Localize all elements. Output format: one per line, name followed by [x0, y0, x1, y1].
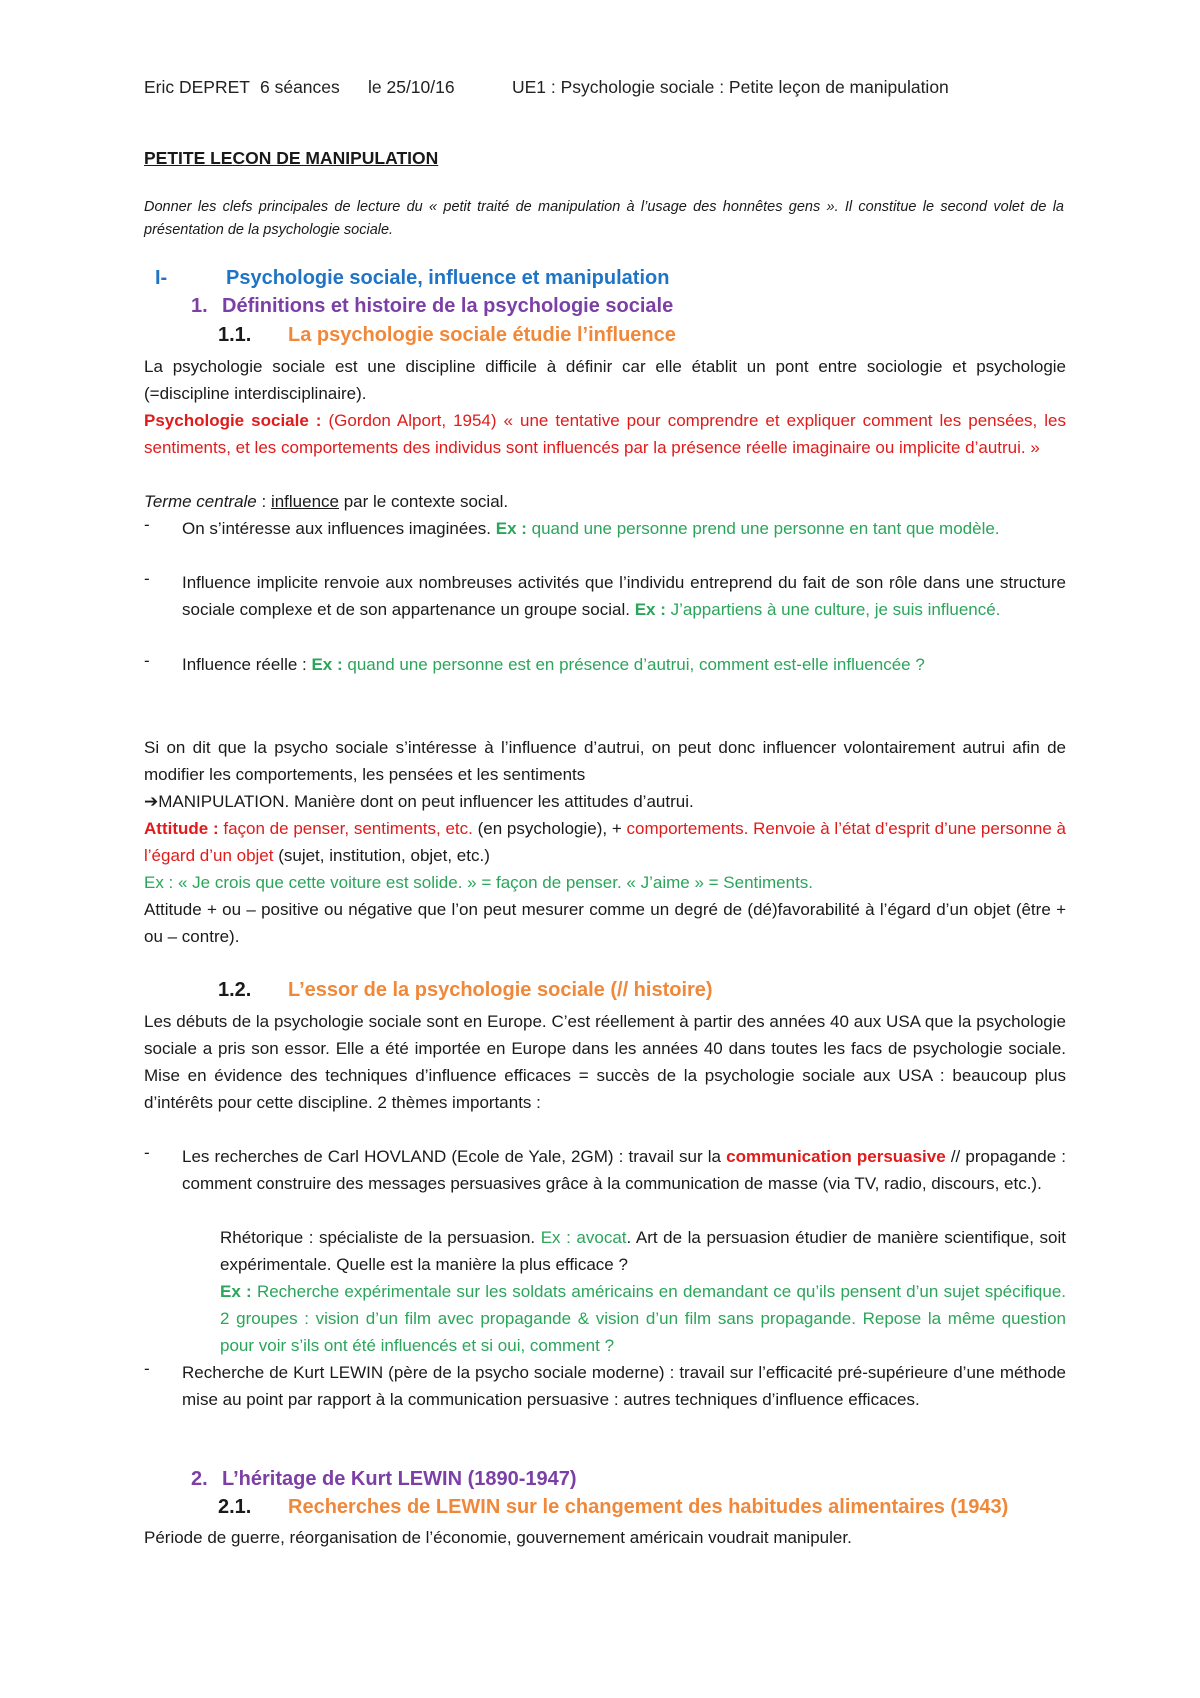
header-course: UE1 : Psychologie sociale : Petite leçon de manipulation: [512, 77, 949, 97]
bullet-dash: -: [144, 1359, 150, 1378]
subsubsection-title: La psychologie sociale étudie l’influence: [288, 324, 676, 346]
example-text: quand une personne est en présence d’autrui, comment est-elle influencée ?: [342, 655, 925, 674]
subsection-heading-1: [191, 293, 1113, 320]
paragraph-essor: Les débuts de la psychologie sociale sont en Europe. C’est réellement à partir des années 40 aux USA que la psychologie sociale a pris son essor. Elle a été importée en Europe dans les années 40 dans toutes les facs de psychologie sociale. Mise en évidence des techniques d’influence efficaces = succès de la psychologie sociale aux USA : beaucoup plus d’intérêts pour cette discipline. 2 thèmes importants :: [144, 1012, 1066, 1112]
list-item-hovland: [182, 1143, 1066, 1197]
attitude-label: Attitude :: [144, 819, 219, 838]
section-title: Psychologie sociale, influence et manipulation: [226, 267, 670, 289]
attitude-end: (sujet, institution, objet, etc.): [273, 846, 490, 865]
definition-text: (Gordon Alport, 1954) « une tentative pour comprendre et expliquer comment les pensées, les sentiments, et les comportements des individus sont influencés par la présence réelle imaginaire ou implicite d’autrui. »: [144, 411, 1067, 457]
rhetorique-paragraph: [220, 1224, 1066, 1278]
rhetorique-example: Ex : avocat: [540, 1228, 627, 1247]
attitude-red-1: façon de penser, sentiments, etc.: [218, 819, 473, 838]
subsection-heading-2: [191, 1466, 1113, 1493]
attitude-mid: (en psychologie), +: [472, 819, 627, 838]
subsubsection-number: 1.2.: [218, 979, 252, 1001]
list-item-lewin: Recherche de Kurt LEWIN (père de la psycho sociale moderne) : travail sur l’efficacité pré-supérieure d’une méthode mise au point par rapport à la communication persuasive : autres techniques d’influence efficaces.: [182, 1363, 1066, 1409]
bullet-dash: -: [144, 569, 150, 588]
bullet-dash: -: [144, 651, 150, 670]
subsubsection-title: Recherches de LEWIN sur le changement des habitudes alimentaires (1943): [288, 1496, 1009, 1518]
hovland-rest: // propagande : comment construire des messages persuasives grâce à la communication de masse (via TV, radio, discours, etc.).: [182, 1147, 1067, 1193]
attitude-red-2: comportements. Renvoie à l’état d’esprit d’une personne à l’égard d’un objet: [144, 819, 1067, 865]
subsection-title: L’héritage de Kurt LEWIN (1890-1947): [222, 1468, 577, 1490]
example-text: J’appartiens à une culture, je suis influencé.: [665, 600, 1001, 619]
example-label: Ex :: [311, 655, 343, 674]
terme-rest: par le contexte social.: [339, 492, 509, 511]
example-label: Ex :: [634, 600, 666, 619]
item-text: On s’intéresse aux influences imaginées.: [182, 519, 496, 538]
terme-centrale: [144, 488, 1066, 515]
document-title: PETITE LECON DE MANIPULATION: [144, 148, 439, 168]
manipulation-text: MANIPULATION. Manière dont on peut influencer les attitudes d’autrui.: [158, 792, 694, 811]
intro-paragraph: Donner les clefs principales de lecture du « petit traité de manipulation à l’usage des honnêtes gens ». Il constitue le second volet de la présentation de la psychologie sociale.: [144, 199, 1064, 238]
subsubsection-heading-1-1: [218, 322, 1140, 349]
paragraph-influence: Si on dit que la psycho sociale s’intéresse à l’influence d’autrui, on peut donc influencer volontairement autrui afin de modifier les comportements, les pensées et les sentiments: [144, 738, 1066, 784]
header-date: le 25/10/16: [368, 77, 455, 97]
rhetorique-rest: . Art de la persuasion étudier de manière scientifique, soit expérimentale. Quelle est la manière la plus efficace ?: [220, 1228, 1066, 1274]
hovland-text: Les recherches de Carl HOVLAND (Ecole de Yale, 2GM) : travail sur la: [182, 1147, 727, 1166]
paragraph-attitude: Attitude + ou – positive ou négative que l’on peut mesurer comme un degré de (dé)favorabilité à l’égard d’un objet (être + ou – contre).: [144, 900, 1066, 946]
subsubsection-heading-1-2: [218, 977, 1140, 1004]
subsection-title: Définitions et histoire de la psychologie sociale: [222, 295, 674, 317]
hovland-example: [220, 1278, 1066, 1359]
subsubsection-number: 1.1.: [218, 324, 252, 346]
list-item: [182, 569, 1066, 623]
item-text: Influence réelle :: [182, 655, 312, 674]
example-label: Ex :: [495, 519, 527, 538]
definition-label: Psychologie sociale :: [144, 411, 322, 430]
list-item: [182, 515, 1066, 542]
header-author: Eric DEPRET: [144, 77, 250, 97]
terme-word: influence: [270, 492, 339, 511]
definition-paragraph: [144, 407, 1066, 461]
bullet-dash: -: [144, 515, 150, 534]
terme-label: Terme centrale: [144, 492, 257, 511]
attitude-example: Ex : « Je crois que cette voiture est solide. » = façon de penser. « J’aime » = Sentiments.: [144, 873, 814, 892]
header-sessions: 6 séances: [260, 77, 340, 97]
subsubsection-title: L’essor de la psychologie sociale (// histoire): [288, 979, 713, 1001]
subsection-number: 1.: [191, 295, 208, 317]
terme-sep: :: [256, 492, 271, 511]
subsection-number: 2.: [191, 1468, 208, 1490]
subsubsection-number: 2.1.: [218, 1496, 252, 1518]
example-text: Recherche expérimentale sur les soldats américains en demandant ce qu’ils pensent d’un sujet spécifique. 2 groupes : vision d’un film avec propagande & vision d’un film sans propagande. Repose la même question pour voir s’ils ont été influencés et si oui, comment ?: [220, 1282, 1066, 1355]
item-text: Influence implicite renvoie aux nombreuses activités que l’individu entreprend du fait de son rôle dans une structure sociale complexe et de son appartenance un groupe social.: [182, 573, 1066, 619]
example-text: quand une personne prend une personne en tant que modèle.: [526, 519, 1000, 538]
rhetorique-text: Rhétorique : spécialiste de la persuasion.: [220, 1228, 541, 1247]
example-label: Ex :: [220, 1282, 252, 1301]
section-heading-1: [155, 265, 1077, 292]
attitude-definition: [144, 815, 1066, 869]
subsubsection-heading-2-1: [218, 1494, 1140, 1521]
hovland-highlight: communication persuasive: [726, 1147, 946, 1166]
bullet-dash: -: [144, 1143, 150, 1162]
list-item: [182, 651, 1066, 678]
arrow-icon: ➔: [144, 792, 159, 811]
section-number: I-: [155, 267, 168, 289]
paragraph-periode: Période de guerre, réorganisation de l’économie, gouvernement américain voudrait manipuler.: [144, 1528, 852, 1547]
manipulation-line: [144, 788, 1066, 815]
paragraph-discipline: La psychologie sociale est une discipline difficile à définir car elle établit un pont entre sociologie et psychologie (=discipline interdisciplinaire).: [144, 357, 1066, 403]
